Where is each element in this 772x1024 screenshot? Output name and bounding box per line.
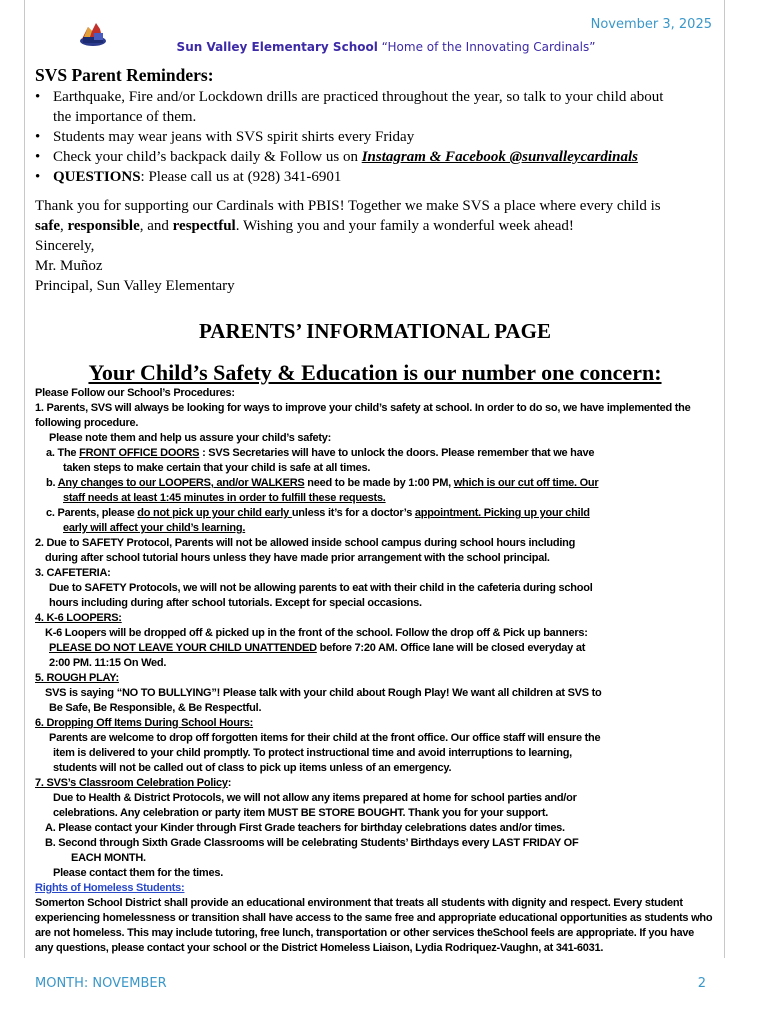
page-number: 2 (697, 976, 706, 991)
list-item: • Students may wear jeans with SVS spirit shirts every Friday (35, 127, 715, 147)
homeless-paragraph: Somerton School District shall provide an educational environment that treats all students with dignity and respect. Every student experiencing homelessness or transition shall have access to the same free and appropriate educational opportunities as students who are not homeless. This may include tutoring, free lunch, transportation or other services theSchool feels are appropriate. If you have any questions, please contact your school or the District Homeless Liaison, Lydia Rodriquez-Vaughn, at 341-6031. (35, 897, 713, 954)
reminders-title: SVS Parent Reminders: (35, 65, 214, 85)
footer-month: MONTH: NOVEMBER (35, 976, 167, 991)
reminders-list (35, 87, 715, 187)
school-motto: “Home of the Innovating Cardinals” (381, 40, 596, 54)
school-name: Sun Valley Elementary School (176, 40, 378, 54)
list-item: • Check your child’s backpack daily & Follow us on Instagram & Facebook @sunvalleycardinals (35, 147, 715, 167)
signature: Sincerely, Mr. Muñoz Principal, Sun Valley Elementary (35, 238, 235, 294)
homeless-rights-link[interactable]: Rights of Homeless Students: (35, 882, 185, 894)
social-media-link[interactable]: Instagram & Facebook @sunvalleycardinals (361, 149, 638, 165)
date: November 3, 2025 (590, 17, 712, 32)
school-header (0, 40, 772, 54)
list-item: • QUESTIONS: Please call us at (928) 341-6901 (35, 167, 715, 187)
left-margin-line (24, 0, 25, 958)
thank-you-paragraph: Thank you for supporting our Cardinals with PBIS! Together we make SVS a place where every child is safe, responsible, and respectful. Wishing you and your family a wonderful week ahead! (35, 198, 661, 234)
right-margin-line (724, 0, 725, 958)
procedures-section: Please Follow our School’s Procedures: 1. Parents, SVS will always be looking for ways to improve your child’s safety at school. In order to do so, we have implemented the following procedure. Please note them and help us assure your child’s safety: a. The FRONT OFFICE DOORS : SVS Secretaries will have to unlock the doors. Please remember that we have taken steps to make certain that your child is safe at all times. b. Any changes to our LOOPERS, and/or WALKERS need to be made by 1:00 PM, which is our cut off time. Our staff needs at least 1:45 minutes in order to fulfill these requests. c. Parents, please do not pick up your child early unless it’s for a doctor’s appointment. Picking up your child early will affect your child’s learning. 2. Due to SAFETY Protocol, Parents will not be allowed inside school campus during school hours including during after school tutorial hours unless they have made prior arrangement with the school principal. 3. CAFETERIA: Due to SAFETY Protocols, we will not be allowing parents to eat with their child in the cafeteria during school hours including during after school tutorials. Except for special occasions. 4. K-6 LOOPERS: K-6 Loopers will be dropped off & picked up in the front of the school. Follow the drop off & Pick up banners: PLEASE DO NOT LEAVE YOUR CHILD UNATTENDED before 7:20 AM. Office lane will be closed everyday at 2:00 PM. 11:15 On Wed. 5. ROUGH PLAY: SVS is saying “NO TO BULLYING”! Please talk with your child about Rough Play! We want all children at SVS to Be Safe, Be Responsible, & Be Respectful. 6. Dropping Off Items During School Hours: Parents are welcome to drop off forgotten items for their child at the front office. Our office staff will ensure the item is delivered to your child promptly. To protect instructional time and avoid interruptions to learning, students will not be called out of class to pick up items unless of an emergency. 7. SVS’s Classroom Celebration Policy: Due to Health & District Protocols, we will not allow any items prepared at home for school parties and/or celebrations. Any celebration or party item MUST BE STORE BOUGHT. Thank you for your support. A. Please contact your Kinder through First Grade teachers for birthday celebrations dates and/or times. B. Second through Sixth Grade Classrooms will be celebrating Students’ Birthdays every LAST FRIDAY OF EACH MONTH. Please contact them for the times. Rights of Homeless Students: Somerton School District shall provide an educational environment that treats all students with dignity and respect. Every student experiencing homelessness or transition shall have access to the same free and appropriate educational opportunities as students who are not homeless. This may include tutoring, free lunch, transportation or other services theSchool feels are appropriate. If you have any questions, please contact your school or the District Homeless Liaison, Lydia Rodriquez-Vaughn, at 341-6031. (35, 386, 715, 956)
main-content (35, 64, 715, 956)
list-item: • Earthquake, Fire and/or Lockdown drills are practiced throughout the year, so talk to your child about the importance of them. (35, 87, 715, 127)
safety-title: Your Child’s Safety & Education is our number one concern: (88, 360, 662, 385)
page-title: PARENTS’ INFORMATIONAL PAGE (199, 319, 551, 343)
